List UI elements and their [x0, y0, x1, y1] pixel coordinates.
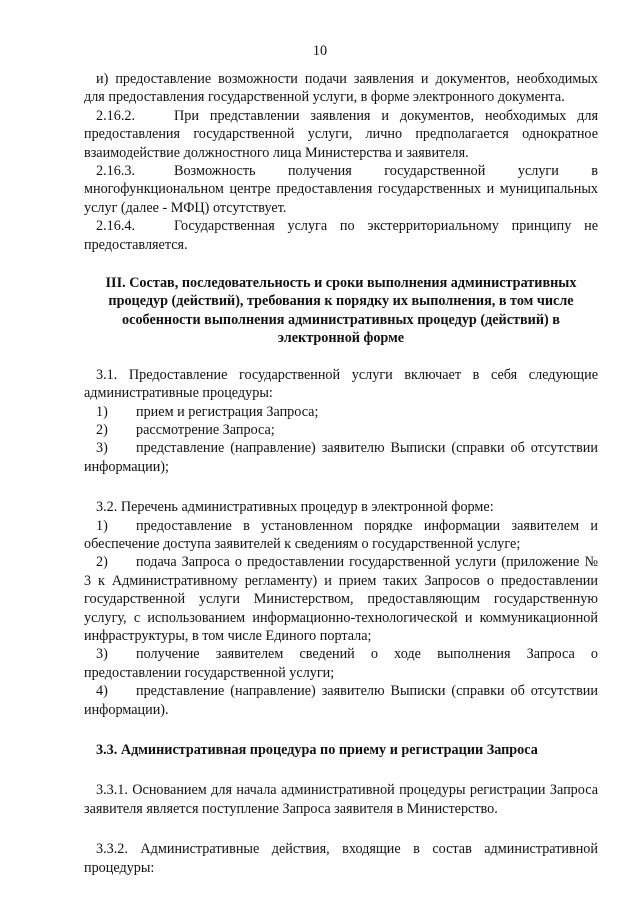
list-item	[84, 421, 598, 439]
paragraph-item-i: и) предоставление возможности подачи заявления и документов, необходимых для предоставления государственной услуги, в форме электронного документа.	[84, 71, 598, 106]
paragraph-2-16-2	[84, 107, 598, 162]
paragraph-3-1: 3.1. Предоставление государственной услуги включает в себя следующие административные процедуры:	[84, 366, 598, 402]
clause-text: Возможность получения государственной услуги в многофункциональном центре предоставления государственных и муниципальных услуг (далее - МФЦ) отсутствует.	[84, 163, 598, 216]
list-item	[84, 645, 598, 682]
clause-number: 2.16.4.	[96, 218, 136, 235]
clause-number: 2.16.2.	[96, 107, 136, 124]
electronic-procedures-list	[84, 517, 598, 719]
list-item-number: 2)	[96, 421, 108, 438]
clause-text: Государственная услуга по экстерриториальному принципу не предоставляется.	[84, 218, 598, 253]
list-item-text: прием и регистрация Запроса;	[136, 403, 319, 420]
paragraph-2-16-3	[84, 162, 598, 217]
list-item	[84, 517, 598, 554]
paragraph-3-3-2: 3.3.2. Административные действия, входящие в состав административной процедуры:	[84, 841, 598, 876]
list-item	[84, 403, 598, 421]
list-item-text: подача Запроса о предоставлении государственной услуги (приложение № 3 к Административному регламенту) и прием таких Запросов о предоставлении государственной услуги Министерством, предоставляющим государственную услугу, с использованием информационно-технологической и коммуникационной инфраструктуры, в том числе Единого портала;	[84, 554, 598, 644]
list-item-number: 1)	[96, 403, 108, 420]
list-item-number: 4)	[96, 683, 108, 700]
page-number: 10	[312, 43, 328, 59]
paragraph-3-2: 3.2. Перечень административных процедур в электронной форме:	[96, 499, 494, 516]
section-3-heading: III. Состав, последовательность и сроки выполнения административных процедур (действий), требования к порядку их выполнения, в том числе особенности выполнения административных процедур (действий) в электронной форме	[105, 275, 577, 347]
list-item	[84, 439, 598, 476]
list-item-number: 2)	[96, 554, 108, 571]
list-item-number: 3)	[96, 440, 108, 457]
list-item-text: рассмотрение Запроса;	[136, 421, 275, 438]
list-item-text: представление (направление) заявителю Выписки (справки об отсутствии информации).	[84, 683, 598, 718]
procedures-list	[84, 403, 598, 477]
list-item	[84, 682, 598, 719]
list-item-number: 3)	[96, 646, 108, 663]
paragraph-2-16-4	[84, 217, 598, 254]
page-content	[84, 70, 598, 877]
list-item	[84, 553, 598, 645]
list-item-text: представление (направление) заявителю Выписки (справки об отсутствии информации);	[84, 440, 598, 475]
clause-text: При представлении заявления и документов, необходимых для предоставления государственной услуги, лично предполагается однократное взаимодействие должностного лица Министерства и заявителя.	[84, 107, 598, 161]
clause-number: 2.16.3.	[96, 163, 136, 180]
subsection-3-3-heading: 3.3. Административная процедура по приему и регистрации Запроса	[96, 742, 538, 758]
list-item-text: предоставление в установленном порядке информации заявителем и обеспечение доступа заявителей к сведениям о государственной услуге;	[84, 517, 598, 552]
list-item-text: получение заявителем сведений о ходе выполнения Запроса о предоставлении государственной услуги;	[84, 646, 598, 681]
paragraph-3-3-1: 3.3.1. Основанием для начала административной процедуры регистрации Запроса заявителя является поступление Запроса заявителя в Министерство.	[84, 782, 598, 817]
list-item-number: 1)	[96, 517, 108, 534]
